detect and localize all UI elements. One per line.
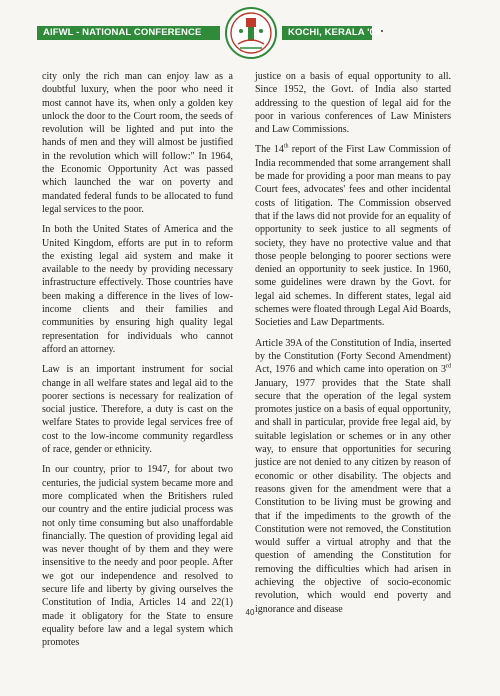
page-header <box>0 0 500 70</box>
right-column <box>255 70 451 623</box>
left-column <box>42 70 233 656</box>
left-paragraph-2: In both the United States of America and the United Kingdom, efforts are put in to reform the existing legal aid system and make it available to the needy by providing necessary infrastructure effectively. Those countries have been making a difference in the lives of low-income clients and their families and communities by ensuring high quality legal representation for individuals who cannot afford an attorney. <box>42 224 233 355</box>
left-paragraph-3: Law is an important instrument for social change in all welfare states and legal aid to the poorer sections is necessary for realization of social justice. Therefore, a duty is cast on the welfare States to provide legal services free of cost to the low-income community regardless of race, gender or ethnicity. <box>42 364 233 456</box>
conference-title: AIFWL - NATIONAL CONFERENCE <box>37 26 220 40</box>
left-paragraph-1: city only the rich man can enjoy law as a doubtful luxury, when the poor who need it most cannot have its, when only a golden key unlock the door to the Court room, the seeds of revolution will be lighted and put into the hands of men and they will almost be justified in the revolution which will follow:" In 1964, the Economic Opportunity Act was passed which launched the war on poverty and mandated federal funds to be allocated to fund legal services to the poor. <box>42 71 233 215</box>
right-paragraph-1: justice on a basis of equal opportunity to all. Since 1952, the Govt. of India also started addressing to the question of legal aid for the poor in various conferences of Law Ministers and Law Commissions. <box>255 71 451 136</box>
page-number: 40 <box>245 608 255 617</box>
p2-superscript: th <box>283 144 289 151</box>
header-dot <box>381 30 383 32</box>
right-paragraph-3 <box>255 337 451 616</box>
p3-text-rest: January, 1977 provides that the State shall secure that the operation of the legal system promotes justice on a basis of equal opportunity, and shall in particular, provide free legal aid, by suitable legislation or schemes or in any other way, to ensure that opportunities for securing justice are not denied to any citizen by reason of economic or other disability. The objects and reasons given for the amendment were that a Constitution to be living must be growing and that if the impediments to the growth of the Constitution were not removed, the Constitution would suffer a virtual atrophy and that the question of amending the Constitution for removing the difficulties which had arisen in achieving the objective of socio-economic revolution, which would end poverty and ignorance and disease <box>255 377 451 615</box>
p2-text-rest: report of the First Law Commission of India recommended that some arrangement shall be made for providing a poor man means to pay Court fees, advocates' fees and other incidental costs of litigation. The Commission observed that if the laws did not provide for an equality of opportunity to seek justice to all segments of society, they have no protective value and that those people belonging to poorer sections were denied an opportunity to seek justice. In 1960, some guidelines were drawn by the Govt. for legal aid schemes. In different states, legal aid schemes were floated through Legal Aid Boards, Societies and Law Departments. <box>255 144 451 329</box>
conference-venue: KOCHI, KERALA '09 <box>282 26 372 40</box>
p3-superscript: rd <box>446 363 451 370</box>
right-paragraph-2 <box>255 143 451 329</box>
left-paragraph-4: In our country, prior to 1947, for about two centuries, the judicial system became more and more complicated when the Britishers ruled our country and the entire judicial process was not only time consuming but also unaffordable financially. The question of providing legal aid was never thought of by them and they were insensitive to the needy and poor people. After we got our independence and resolved to secure life and liberty by giving ourselves the Constitution of India, Articles 14 and 22(1) made it obligatory for the State to ensure equality before law and a legal system which promotes <box>42 464 233 649</box>
p2-text-start: The 14 <box>255 144 284 156</box>
conference-emblem-icon <box>224 6 278 60</box>
p3-text-start: Article 39A of the Constitution of India, inserted by the Constitution (Forty Second Amendment) Act, 1976 and which came into operation on 3 <box>255 337 451 376</box>
